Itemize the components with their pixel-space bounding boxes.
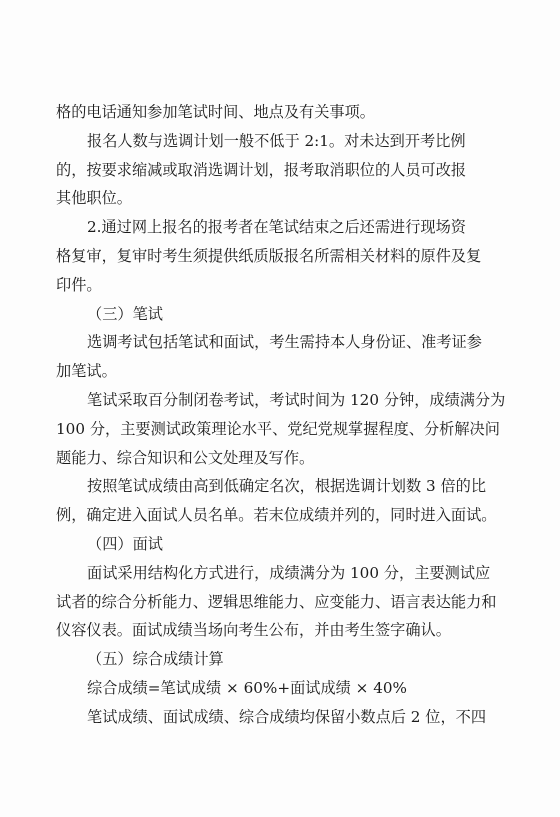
text-line: 格的电话通知参加笔试时间、地点及有关事项。 <box>56 103 375 121</box>
text-line: 面试采用结构化方式进行，成绩满分为 100 分，主要测试应 <box>87 563 491 582</box>
section-heading: （五）综合成绩计算 <box>87 650 224 669</box>
section-heading: （四）面试 <box>87 534 163 553</box>
section-heading: （三）笔试 <box>87 304 163 323</box>
text-line: 格复审，复审时考生须提供纸质版报名所需相关材料的原件及复 <box>56 246 482 265</box>
text-line: 2.通过网上报名的报考者在笔试结束之后还需进行现场资 <box>87 218 466 237</box>
text-line: 笔试采取百分制闭卷考试，考试时间为 120 分钟，成绩满分为 <box>87 390 506 409</box>
text-line: 选调考试包括笔试和面试，考生需持本人身份证、准考证参 <box>87 333 482 352</box>
formula-line: 综合成绩=笔试成绩 × 60%+面试成绩 × 40% <box>87 678 407 697</box>
text-line: 加笔试。 <box>56 362 117 381</box>
text-line: 印件。 <box>56 275 102 294</box>
document-body <box>56 98 504 732</box>
text-line: 例，确定进入面试人员名单。若末位成绩并列的，同时进入面试。 <box>56 506 497 525</box>
text-line: 其他职位。 <box>56 189 132 208</box>
text-line: 报名人数与选调计划一般不低于 2:1。对未达到开考比例 <box>87 131 466 150</box>
text-line: 的，按要求缩减或取消选调计划，报考取消职位的人员可改报 <box>56 160 467 179</box>
text-line: 笔试成绩、面试成绩、综合成绩均保留小数点后 2 位，不四 <box>87 707 487 726</box>
text-line: 题能力、综合知识和公文处理及写作。 <box>56 448 315 467</box>
text-line: 仪容仪表。面试成绩当场向考生公布，并由考生签字确认。 <box>56 621 451 640</box>
text-line: 按照笔试成绩由高到低确定名次，根据选调计划数 3 倍的比 <box>87 477 487 496</box>
text-line: 试者的综合分析能力、逻辑思维能力、应变能力、语言表达能力和 <box>56 592 497 611</box>
text-line: 100 分，主要测试政策理论水平、党纪党规掌握程度、分析解决问 <box>56 419 500 438</box>
